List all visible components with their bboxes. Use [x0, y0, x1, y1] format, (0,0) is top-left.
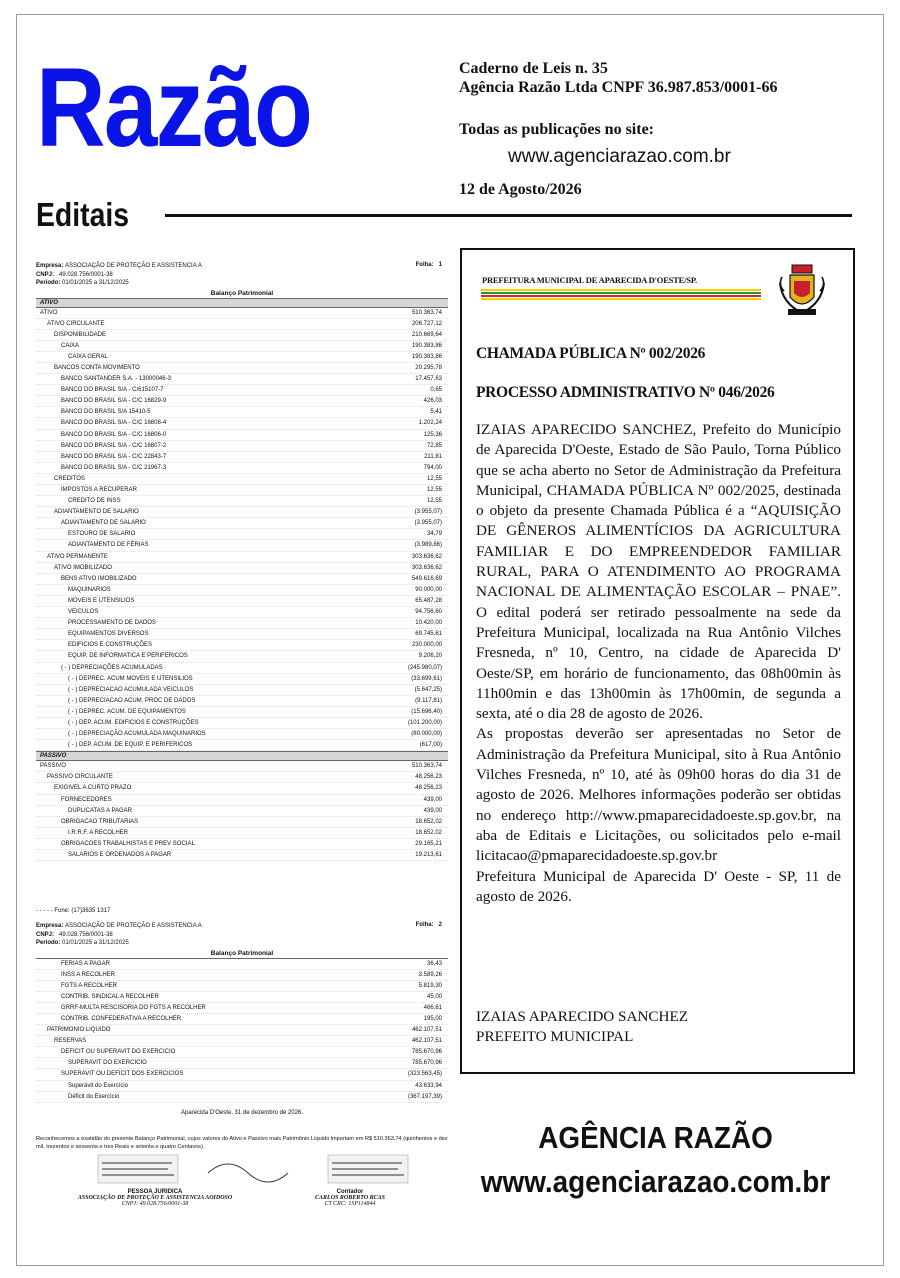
- balance-row-value: 5.819,30: [418, 982, 442, 989]
- balance-row: [36, 363, 448, 374]
- balance-recognition: Reconhecemos a exatidão do presente Balanço Patrimonial, cujos valores do Ativo e Passivo mais Patrimônio Líquido importam em R$ 510.363,74 (quinhentos e dez mil, trezentos e sessenta e tres Reais e setenta e quatro Centavos).: [36, 1136, 448, 1150]
- notice-signer: [476, 1007, 688, 1047]
- balance-row-label: ADIANTAMENTO DE SALARIO: [54, 509, 139, 516]
- balance-row-label: PASSIVO CIRCULANTE: [47, 774, 113, 781]
- balance-row: [36, 959, 448, 970]
- balance-row: [36, 992, 448, 1003]
- balance-row-label: ATIVO PERMANENTE: [47, 553, 108, 560]
- stripe-1: [481, 289, 761, 291]
- balance-folha-2: Folha: 2: [415, 922, 442, 928]
- balance-row-label: ( - ) DEPRECIAÇÕES ACUMULADAS: [61, 664, 163, 671]
- balance-row-value: 29.165,21: [415, 840, 442, 847]
- balance-row-value: 785.670,96: [411, 1049, 442, 1056]
- balance-row-value: 785.670,96: [411, 1060, 442, 1067]
- balance-row-label: INSS A RECOLHER: [61, 971, 116, 978]
- ativo-band: ATIVO: [36, 298, 448, 308]
- balance-page1-footer: - - - - - Fone: (17)3635 1317: [36, 908, 111, 914]
- balance-row: [36, 518, 448, 529]
- balance-row: [36, 828, 448, 839]
- balance-row: [36, 1081, 448, 1092]
- balance-row: [36, 674, 448, 685]
- prefecture-header: PREFEITURA MUNICIPAL DE APARECIDA D'OESTE/SP.: [482, 275, 697, 285]
- balance-row: [36, 563, 448, 574]
- balance-row-label: BANCO DO BRASIL S/A - C/C 16807-2: [61, 442, 167, 449]
- balance-row: [36, 574, 448, 585]
- balance-row: [36, 507, 448, 518]
- balance-row-label: ATIVO CIRCULANTE: [47, 320, 105, 327]
- balance-row-value: 12,55: [426, 475, 442, 482]
- agency-name: AGÊNCIA RAZÃO: [538, 1120, 773, 1155]
- balance-row-value: 230.000,00: [411, 642, 442, 649]
- balance-row: [36, 474, 448, 485]
- balance-row-value: 12,55: [426, 487, 442, 493]
- stripe-4: [481, 298, 761, 300]
- balance-row: [36, 529, 448, 540]
- balance-row-value: 36,43: [426, 960, 442, 967]
- signer-role: PREFEITO MUNICIPAL: [476, 1028, 634, 1045]
- balance-row-label: FERIAS A PAGAR: [61, 960, 110, 967]
- balance-row-label: VEICULOS: [68, 609, 99, 616]
- balance-row: [36, 1092, 448, 1103]
- balance-row: [36, 839, 448, 850]
- balance-row: [36, 1036, 448, 1047]
- signature-left: PESSOA JURIDICA ASSOCIAÇÃO DE PROTEÇÃO E ASSISTENCIA AOIDOSO CNPJ: 49.028.756/0001-38: [77, 1189, 233, 1207]
- balance-row-value: 426,03: [423, 398, 442, 405]
- balance-row-value: 462.107,51: [411, 1027, 442, 1034]
- balance-row-label: ( - ) DEP. ACUM. DE EQUIP. E PERIFERICOS: [68, 742, 193, 749]
- balance-row-label: RESERVAS: [54, 1038, 87, 1045]
- balance-sheet-page-2: [36, 922, 448, 1103]
- balance-row-label: DEFICIT OU SUPERAVIT DO EXERCICIO: [61, 1049, 176, 1056]
- stripe-3: [481, 295, 761, 297]
- balance-row-value: 45,00: [426, 993, 442, 1000]
- balance-row: [36, 308, 448, 319]
- balance-row: [36, 485, 448, 496]
- balance-row: [36, 496, 448, 507]
- balance-row-value: 69.745,61: [415, 631, 442, 638]
- balance-row: [36, 696, 448, 707]
- balance-row: [36, 418, 448, 429]
- balance-row-value: (3.989,86): [414, 542, 442, 549]
- balance-row-label: FORNECEDORES: [61, 796, 112, 803]
- balance-row: [36, 607, 448, 618]
- section-title: Editais: [36, 196, 130, 233]
- balance-row-label: ADIANTAMENTO DE SALARIO: [61, 520, 146, 527]
- balance-row-label: BANCO DO BRASIL S/A - C/C 16806-0: [61, 431, 167, 438]
- balance-row-label: SALARIOS E ORDENADOS A PAGAR: [68, 852, 172, 858]
- header-publications-note: Todas as publicações no site:: [459, 121, 654, 138]
- notice-title-processo: PROCESSO ADMINISTRATIVO Nº 046/2026: [476, 384, 775, 401]
- balance-row-label: BANCO DO BRASIL S/A - C/C 22843-7: [61, 453, 167, 460]
- balance-row: [36, 817, 448, 828]
- balance-row: [36, 463, 448, 474]
- balance-row: [36, 396, 448, 407]
- balance-row: [36, 685, 448, 696]
- balance-row-label: I.R.R.F. A RECOLHER: [68, 829, 129, 836]
- balance-row-label: ATIVO IMOBILIZADO: [54, 564, 112, 571]
- balance-row-label: EDIFICIOS E CONSTRUÇÕES: [68, 642, 153, 649]
- balance-row-label: BANCOS CONTA MOVIMENTO: [54, 364, 140, 371]
- balance-row-value: 794,00: [423, 464, 442, 471]
- balance-row-label: ( - ) DEPREC. ACUM. DE EQUIPAMENTOS: [68, 708, 186, 715]
- balance-row-label: DUPLICATAS A PAGAR: [68, 807, 133, 814]
- balance-row-value: 462.107,51: [411, 1038, 442, 1045]
- notice-body: [476, 420, 841, 907]
- balance-row-label: CAIXA GERAL: [68, 353, 108, 360]
- balance-row: [36, 651, 448, 662]
- balance-row-value: (5.647,25): [414, 686, 442, 693]
- balance-row: [36, 1069, 448, 1080]
- balance-row-value: 190.383,86: [411, 353, 442, 360]
- balance-row-label: EQUIPAMENTOS DIVERSOS: [68, 631, 149, 638]
- balance-row-value: 43.633,94: [415, 1082, 442, 1089]
- header-site-link[interactable]: www.agenciarazao.com.br: [508, 146, 731, 167]
- balance-row-value: 3.589,26: [418, 971, 442, 978]
- header-edition: Caderno de Leis n. 35: [459, 60, 608, 77]
- balance-row-value: 18.652,02: [415, 829, 442, 836]
- signature-stamps: [88, 1153, 418, 1187]
- balance-row-value: 12,55: [426, 498, 442, 505]
- page2-rows: [36, 959, 448, 1103]
- balance-row-value: (3.955,07): [414, 509, 442, 516]
- balance-row: [36, 981, 448, 992]
- stripe-2: [481, 292, 761, 294]
- balance-row-label: BANCO SANTANDER S.A. - 13000046-3: [61, 376, 171, 383]
- notice-paragraph-2: As propostas deverão ser apresentadas no Setor de Administração da Prefeitura Municipal, sito à Rua Antônio Vilches Fresneda, nº 10, até às 09h00 horas do dia 31 de agosto de 2026. Melhores informações poderão ser obtidas no endereço http://www.pmaparecidadoeste.sp.gov.br, na aba de Editais e Licitações, ou solicitados pelo e-mail licitacao@pmaparecidadoeste.sp.gov.br: [476, 725, 841, 865]
- balance-row: [36, 707, 448, 718]
- balance-row-value: 125,36: [423, 431, 442, 438]
- balance-row-label: FGTS A RECOLHER: [61, 982, 118, 989]
- balance-place-date: Aparecida D'Oeste, 31 de dezembro de 2026.: [181, 1110, 303, 1116]
- balance-row-label: CREDITOS: [54, 475, 85, 482]
- balance-row-value: 48.256,23: [415, 774, 442, 781]
- balance-row-label: DISPONIBILIDADE: [54, 331, 107, 338]
- balance-row-value: (245.980,07): [407, 664, 442, 671]
- balance-row-value: 65.487,28: [415, 597, 442, 604]
- balance-row-label: ADIANTAMENTO DE FÉRIAS: [68, 542, 149, 549]
- balance-row: [36, 795, 448, 806]
- notice-paragraph-3: Prefeitura Municipal de Aparecida D' Oeste - SP, 11 de agosto de 2026.: [476, 867, 841, 905]
- balance-row-value: (367.197,39): [407, 1093, 442, 1100]
- prefecture-stripes: [481, 289, 761, 301]
- balance-period: Período: 01/01/2025 a 31/12/2025: [36, 280, 129, 286]
- balance-row-label: ( - ) DEPRECIACAO ACUMULADA VEICULOS: [68, 686, 194, 693]
- balance-row: [36, 1058, 448, 1069]
- balance-row-value: 10.420,00: [415, 620, 442, 627]
- agency-site-link[interactable]: www.agenciarazao.com.br: [480, 1164, 831, 1199]
- balance-row-value: 1.202,24: [418, 420, 442, 427]
- balance-row-value: (617,00): [419, 742, 442, 749]
- balance-row-value: (323.563,45): [407, 1071, 442, 1078]
- balance-row-value: (9.117,81): [415, 697, 442, 704]
- balance-company-2: Empresa: ASSOCIAÇÃO DE PROTEÇÃO E ASSISTENCIA A: [36, 923, 202, 929]
- balance-row-value: 20.295,78: [415, 364, 442, 371]
- balance-row: [36, 850, 448, 861]
- balance-row: [36, 596, 448, 607]
- balance-row-label: ( - ) DEPRECIAÇÃO ACUMULADA MAQUINARIOS: [68, 731, 206, 738]
- balance-folha: Folha: 1: [415, 262, 442, 268]
- signature-right: Contador CARLOS ROBERTO RCAS CT CRC: 1SP114844: [315, 1189, 385, 1207]
- balance-row: [36, 540, 448, 551]
- balance-row: [36, 407, 448, 418]
- header-date: 12 de Agosto/2026: [459, 181, 582, 198]
- balance-row: [36, 319, 448, 330]
- balance-row-label: GRRF-MULTA RESCISORIA DO FGTS A RECOLHER: [61, 1004, 206, 1011]
- balance-cnpj-2: CNPJ: 49.028.756/0001-38: [36, 931, 113, 938]
- balance-title-2: Balanço Patrimonial: [210, 949, 274, 957]
- balance-row-value: (3.955,07): [414, 520, 442, 527]
- balance-row: [36, 1003, 448, 1014]
- balance-row-label: BENS ATIVO IMOBILIZADO: [61, 575, 137, 582]
- balance-row-value: (101.200,00): [407, 719, 442, 726]
- balance-row-value: 439,00: [423, 796, 442, 803]
- ativo-rows: [36, 308, 448, 752]
- passivo-band: PASSIVO: [36, 751, 448, 761]
- balance-row: [36, 552, 448, 563]
- balance-row: [36, 1047, 448, 1058]
- balance-row-value: 19.213,61: [415, 852, 442, 858]
- balance-row-label: Déficit do Exercício: [68, 1093, 120, 1100]
- balance-row-value: 17.457,63: [415, 376, 442, 383]
- passivo-rows: [36, 761, 448, 861]
- balance-row-value: 303.636,62: [411, 553, 442, 560]
- balance-row: [36, 729, 448, 740]
- balance-row-label: PATRIMONIO LIQUIDO: [47, 1027, 111, 1034]
- balance-row: [36, 772, 448, 783]
- balance-cnpj: CNPJ: 49.028.756/0001-38: [36, 271, 113, 278]
- notice-paragraph-1: IZAIAS APARECIDO SANCHEZ, Prefeito do Município de Aparecida D'Oeste, Estado de São Paulo, Torna Público que se acha aberto no Setor de Administração da Prefeitura Municipal, CHAMADA PÚBLICA Nº 002/2025, destinada o objeto da presente Chamada Pública é a “AQUISIÇÃO DE GÊNEROS ALIMENTÍCIOS DA AGRICULTURA FAMILIAR E DO EMPREENDEDOR FAMILIAR RURAL, PARA O ATENDIMENTO AO PROGRAMA NACIONAL DE ALIMENTAÇÃO ESCOLAR – PNAE”. O edital poderá ser retirado pessoalmente na sede da Prefeitura Municipal, localizada na Rua Antônio Vilches Fresneda, nº 10, Centro, na cidade de Aparecida D' Oeste/SP, em horário de funcionamento, das 08h00min às 11h00min e das 13h00min às 17h00min, de segunda a sexta, até o dia 28 de agosto de 2026.: [476, 421, 841, 723]
- balance-row: [36, 806, 448, 817]
- balance-row-value: 94.756,60: [415, 609, 442, 616]
- balance-row-label: EQUIP. DE INFORMATICA E PERIFERICOS: [68, 653, 188, 660]
- balance-row: [36, 663, 448, 674]
- balance-row: [36, 374, 448, 385]
- balance-row-label: OBRIGACOES TRABALHISTAS E PREV SOCIAL: [61, 840, 195, 847]
- municipal-crest-icon: [776, 263, 828, 319]
- balance-row: [36, 640, 448, 651]
- balance-row: [36, 629, 448, 640]
- balance-row-label: Superávit do Exercício: [68, 1082, 129, 1089]
- balance-row-value: 72,85: [426, 442, 442, 449]
- balance-row-label: IMPOSTOS A RECUPERAR: [61, 487, 137, 493]
- balance-row-label: EXIGIVEL A CURTO PRAZO: [54, 785, 132, 792]
- balance-row-label: PASSIVO: [40, 763, 66, 770]
- balance-row-value: 510.363,74: [411, 309, 442, 316]
- balance-row-value: 190.383,86: [411, 342, 442, 349]
- balance-row: [36, 718, 448, 729]
- balance-row-value: 48.256,23: [415, 785, 442, 792]
- balance-row-label: CREDITO DE INSS: [68, 498, 121, 505]
- balance-row: [36, 585, 448, 596]
- balance-row-label: OBRIGACAO TRIBUTARIAS: [61, 818, 139, 825]
- balance-row-label: CONTRIB. CONFEDERATIVA A RECOLHER: [61, 1015, 182, 1022]
- notice-title-chamada: CHAMADA PÚBLICA Nº 002/2026: [476, 345, 706, 362]
- balance-row-label: BANCO DO BRASIL S/A - C/615107-7: [61, 387, 164, 394]
- balance-row: [36, 441, 448, 452]
- balance-row-value: 549.616,69: [411, 575, 442, 582]
- balance-row-label: ESTOURO DE SALARIO: [68, 531, 136, 538]
- balance-row-value: 18.652,02: [415, 818, 442, 825]
- header-rule: [165, 214, 852, 217]
- balance-row-value: 5,41: [430, 409, 442, 416]
- brand-logo: Razão: [36, 45, 312, 170]
- balance-row-value: 206.727,12: [411, 320, 442, 327]
- balance-row-value: 210.669,64: [411, 331, 442, 338]
- balance-row-label: BANCO DO BRASIL S/A - C/C 16808-4: [61, 420, 167, 427]
- balance-row: [36, 341, 448, 352]
- balance-row-value: 9.206,20: [418, 653, 442, 660]
- balance-row-label: CONTRIB. SINDICAL A RECOLHER: [61, 993, 159, 1000]
- balance-row-value: 195,00: [423, 1015, 442, 1022]
- balance-row-value: 466,61: [423, 1004, 442, 1011]
- balance-title: Balanço Patrimonial: [210, 289, 274, 297]
- balance-company: Empresa: ASSOCIAÇÃO DE PROTEÇÃO E ASSISTENCIA A: [36, 263, 202, 269]
- balance-row-label: ( - ) DEPRECIACAO ACUM. PROC DE DADOS: [68, 697, 196, 704]
- balance-row-label: BANCO DO BRASIL S/A - C/C 21967-3: [61, 464, 167, 471]
- balance-row-label: BANCO DO BRASIL S/A - C/C 16829-9: [61, 398, 167, 405]
- header-company: Agência Razão Ltda CNPF 36.987.853/0001-66: [459, 79, 778, 96]
- balance-row: [36, 385, 448, 396]
- balance-row: [36, 783, 448, 794]
- balance-row-value: (80.000,00): [411, 731, 442, 738]
- balance-row-label: PROCESSAMENTO DE DADOS: [68, 620, 156, 627]
- balance-row-label: BANCO DO BRASIL S/A 15410-5: [61, 409, 151, 416]
- balance-row: [36, 430, 448, 441]
- balance-row-value: 439,00: [423, 807, 442, 814]
- balance-row: [36, 452, 448, 463]
- balance-row: [36, 970, 448, 981]
- balance-row: [36, 330, 448, 341]
- balance-row-value: 211,81: [424, 453, 442, 460]
- balance-row: [36, 352, 448, 363]
- balance-row-label: ( - ) DEPREC. ACUM MOVEIS E UTENSILIOS: [68, 675, 193, 682]
- signer-name: IZAIAS APARECIDO SANCHEZ: [476, 1008, 689, 1025]
- balance-row: [36, 618, 448, 629]
- balance-row-value: 90.000,00: [415, 586, 442, 593]
- balance-row-label: SUPERAVIT DO EXERCICIO: [68, 1060, 147, 1067]
- balance-row: [36, 740, 448, 751]
- balance-row-label: CAIXA: [61, 342, 80, 349]
- balance-row-value: (33.699,61): [411, 675, 442, 682]
- balance-row-value: 34,79: [426, 531, 442, 538]
- balance-row-label: MOVEIS E UTENSILIOS: [68, 597, 135, 604]
- balance-row-value: (15.696,40): [411, 708, 442, 715]
- balance-row: [36, 1025, 448, 1036]
- balance-row-label: ATIVO: [40, 309, 58, 316]
- balance-row-value: 303.636,62: [411, 564, 442, 571]
- balance-row: [36, 761, 448, 772]
- balance-row-value: 0,65: [430, 387, 442, 394]
- balance-row-value: 510.363,74: [411, 763, 442, 770]
- balance-row-label: ( - ) DEP. ACUM. EDIFICIOS E CONSTRUÇÕES: [68, 719, 199, 726]
- balance-sheet-page-1: [36, 262, 448, 861]
- balance-row-label: SUPERAVIT OU DEFICIT DOS EXERCICIOS: [61, 1071, 184, 1078]
- balance-period-2: Período: 01/01/2025 a 31/12/2025: [36, 940, 129, 946]
- balance-row: [36, 1014, 448, 1025]
- balance-row-label: MAQUINARIOS: [68, 586, 111, 593]
